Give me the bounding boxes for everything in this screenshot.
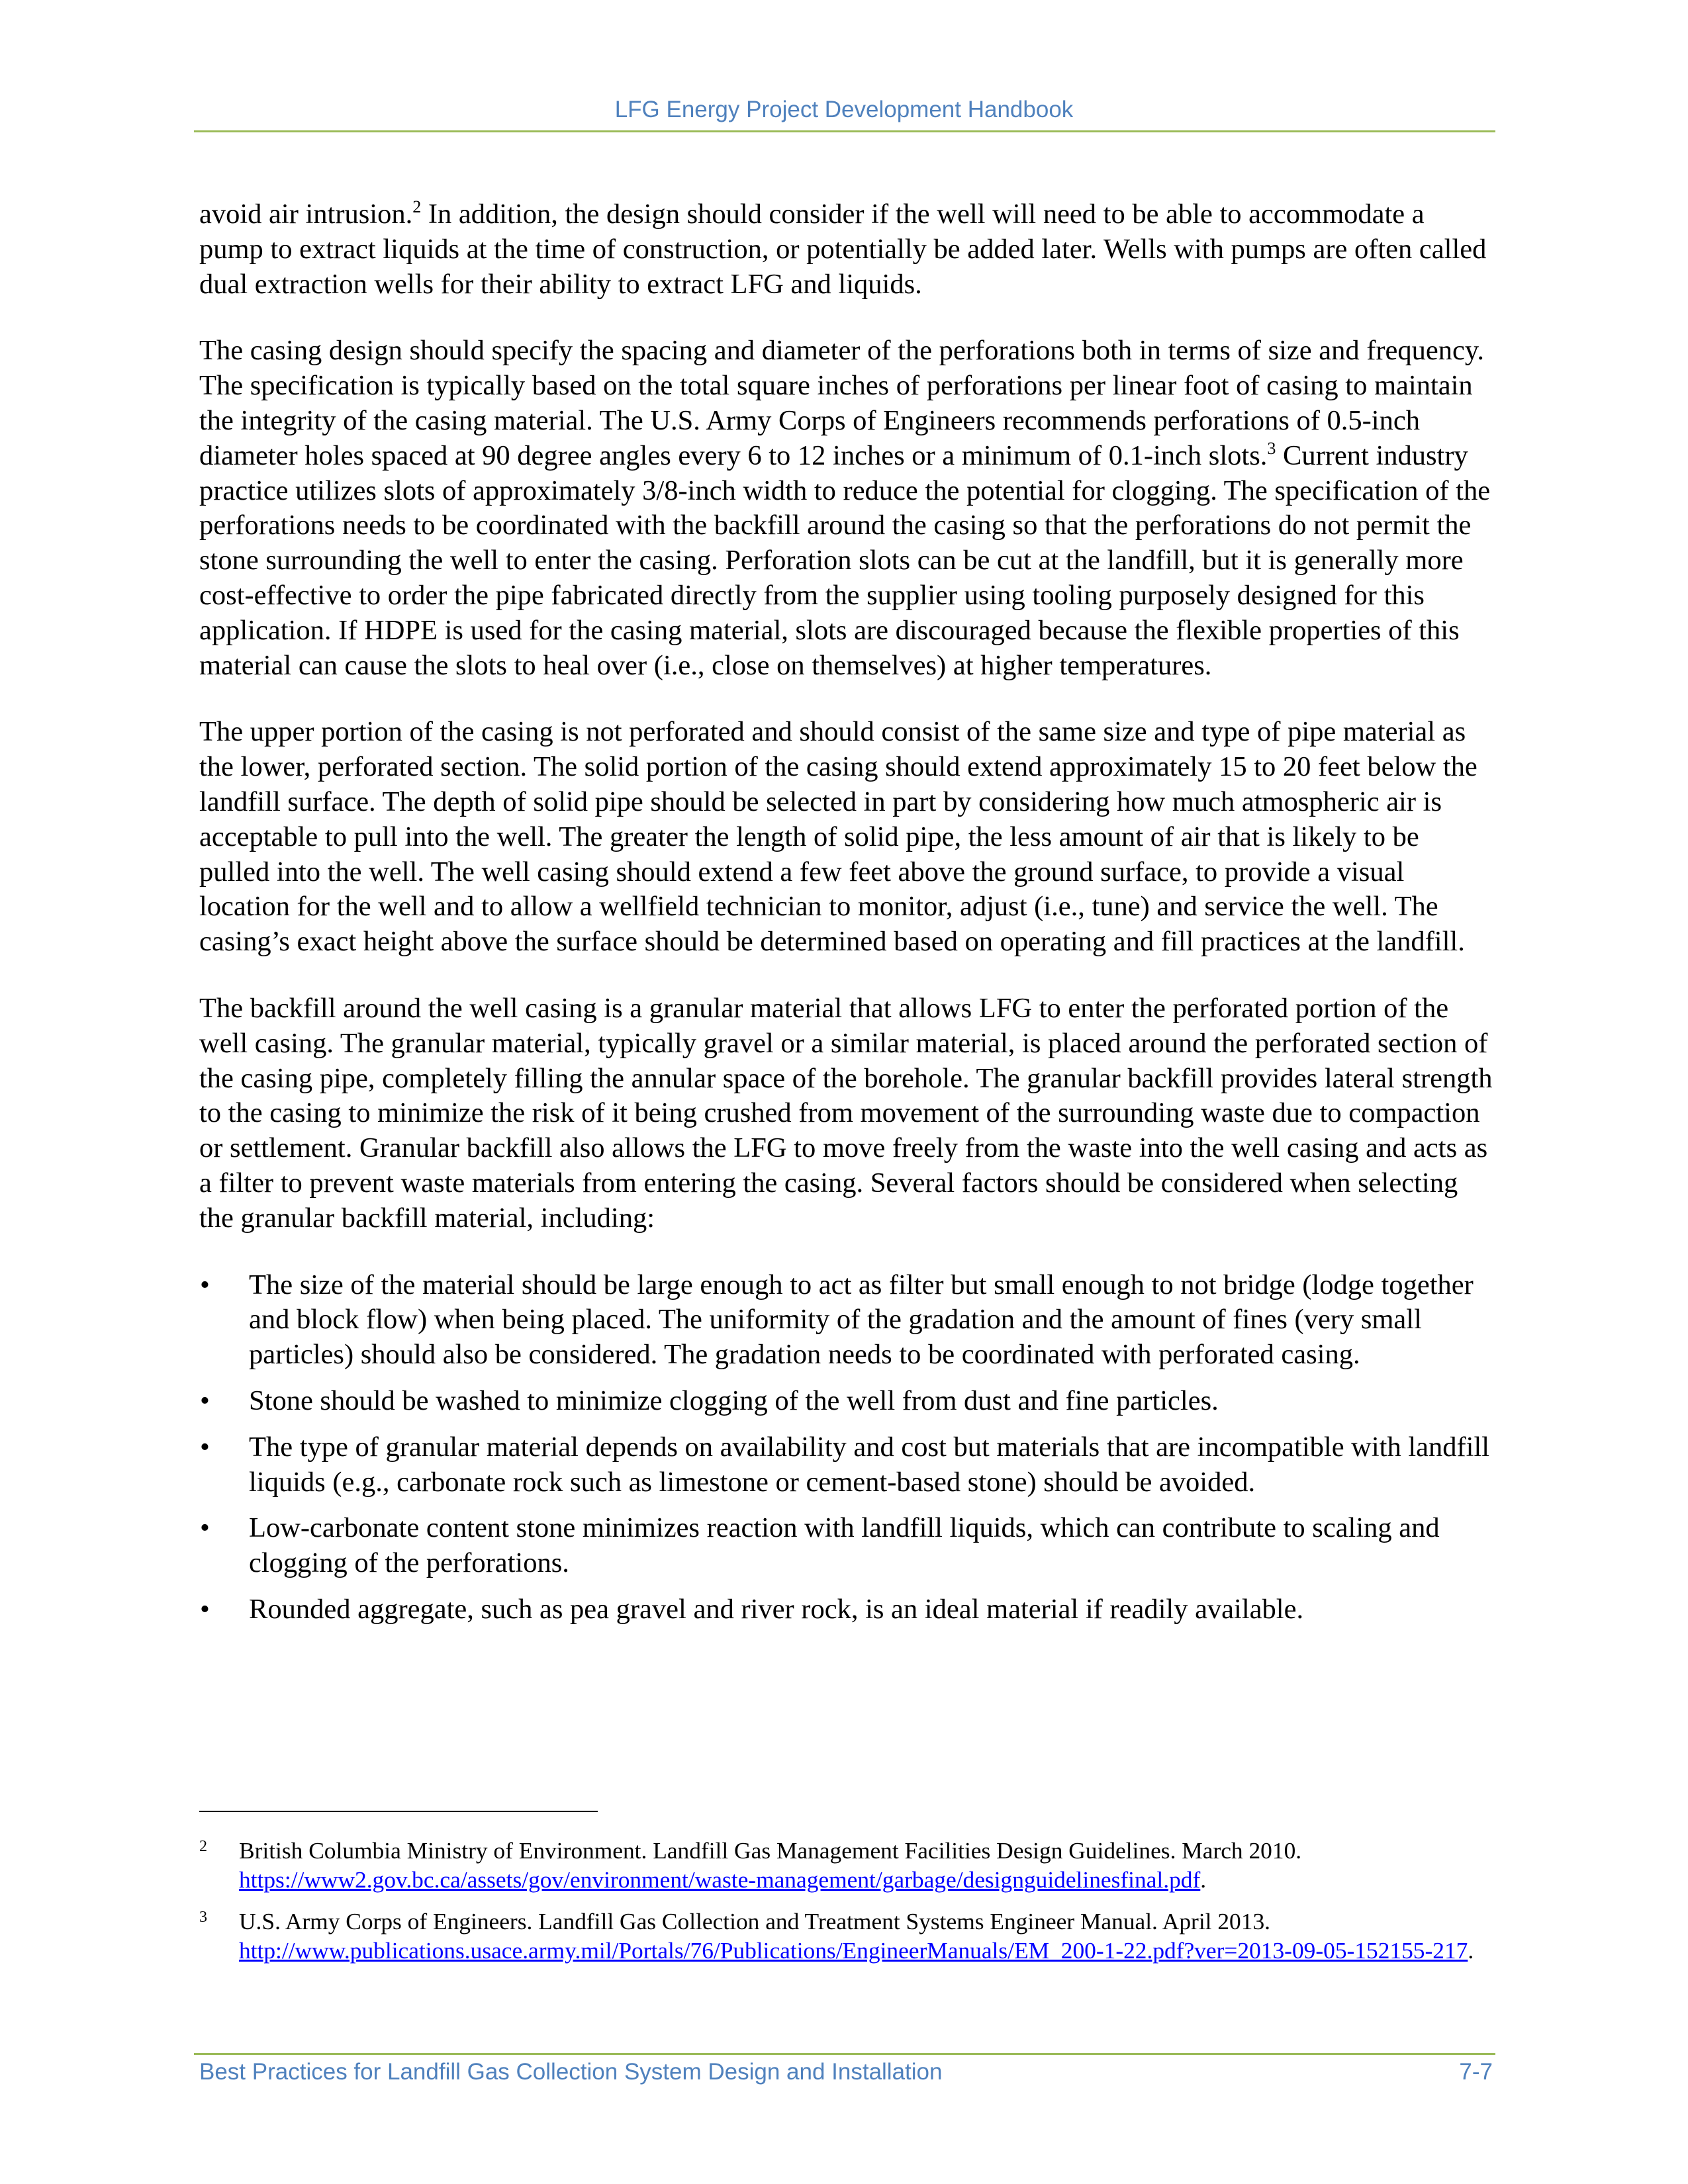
- page-number: 7-7: [1459, 2059, 1493, 2085]
- document-body: [199, 197, 1493, 1639]
- paragraph-2-text-a: The casing design should specify the spacing and diameter of the perforations both in terms of size and frequency. The specification is typically based on the total square inches of perforations per linear foot of casing to maintain the integrity of the casing material. The U.S. Army Corps of Engineers recommends perforations of 0.5-inch diameter holes spaced at 90 degree angles every 6 to 12 inches or a minimum of 0.1-inch slots.: [199, 335, 1485, 471]
- footnote-separator: [199, 1811, 598, 1812]
- footnote-text: U.S. Army Corps of Engineers. Landfill Gas Collection and Treatment Systems Engineer Manual. April 2013.: [239, 1907, 1270, 1934]
- footnote-number: 3: [199, 1908, 207, 1926]
- running-header: LFG Energy Project Development Handbook: [614, 97, 1074, 122]
- footnote-end: .: [1200, 1866, 1207, 1893]
- paragraph-3: The upper portion of the casing is not perforated and should consist of the same size and type of pipe material as the lower, perforated section. The solid portion of the casing should extend approximately 15 to 20 feet below the landfill surface. The depth of solid pipe should be selected in part by considering how much atmospheric air is acceptable to pull into the well. The greater the length of solid pipe, the less amount of air that is likely to be pulled into the well. The well casing should extend a few feet above the ground surface, to provide a visual location for the well and to allow a wellfield technician to monitor, adjust (i.e., tune) and service the well. The casing’s exact height above the surface should be determined based on operating and fill practices at the landfill.: [199, 716, 1477, 958]
- footnote-2: [199, 1836, 1493, 1895]
- list-item: [199, 1430, 1493, 1500]
- paragraph-1-text-a: avoid air intrusion.: [199, 199, 413, 230]
- list-item: [199, 1511, 1493, 1581]
- bullet-icon: •: [200, 1431, 210, 1463]
- bullet-icon: •: [200, 1385, 210, 1416]
- header-divider: [194, 130, 1495, 132]
- footnote-number: 2: [199, 1838, 207, 1855]
- footnote-end: .: [1468, 1937, 1474, 1964]
- footnote-link[interactable]: https://www2.gov.bc.ca/assets/gov/environment/waste-management/garbage/designguidelinesfinal.pdf: [239, 1866, 1201, 1893]
- list-item: [199, 1592, 1493, 1627]
- paragraph-1-text-b: In addition, the design should consider if the well will need to be able to accommodate a pump to extract liquids at the time of construction, or potentially be added later. Wells with pumps are often called dual extraction wells for their ability to extract LFG and liquids.: [199, 199, 1487, 300]
- bullet-icon: •: [200, 1512, 210, 1544]
- footnote-text: British Columbia Ministry of Environment. Landfill Gas Management Facilities Design Guidelines. March 2010.: [239, 1837, 1302, 1864]
- list-item: [199, 1268, 1493, 1373]
- bullet-icon: •: [200, 1269, 210, 1300]
- list-item-text: Low-carbonate content stone minimizes reaction with landfill liquids, which can contribute to scaling and clogging of the perforations.: [249, 1512, 1440, 1579]
- backfill-factors-list: [199, 1268, 1493, 1627]
- footnote-3: [199, 1907, 1493, 1966]
- running-footer-title: Best Practices for Landfill Gas Collection System Design and Installation: [199, 2059, 943, 2085]
- list-item: [199, 1384, 1493, 1419]
- footnote-ref-2[interactable]: 2: [412, 197, 422, 216]
- paragraph-4: The backfill around the well casing is a granular material that allows LFG to enter the perforated portion of the well casing. The granular material, typically gravel or a similar material, is placed around the perforated section of the casing pipe, completely filling the annular space of the borehole. The granular backfill provides lateral strength to the casing to minimize the risk of it being crushed from movement of the surrounding waste due to compaction or settlement. Granular backfill also allows the LFG to move freely from the waste into the well casing and acts as a filter to prevent waste materials from entering the casing. Several factors should be considered when selecting the granular backfill material, including:: [199, 992, 1493, 1234]
- list-item-text: Rounded aggregate, such as pea gravel and river rock, is an ideal material if readily available.: [249, 1593, 1304, 1625]
- list-item-text: Stone should be washed to minimize clogging of the well from dust and fine particles.: [249, 1385, 1219, 1416]
- list-item-text: The size of the material should be large enough to act as filter but small enough to not bridge (lodge together and block flow) when being placed. The uniformity of the gradation and the amount of fines (very small particles) should also be considered. The gradation needs to be coordinated with perforated casing.: [249, 1269, 1474, 1371]
- footnote-link[interactable]: http://www.publications.usace.army.mil/Portals/76/Publications/EngineerManuals/EM_200-1-22.pdf?ver=2013-09-05-152155-217: [239, 1937, 1468, 1964]
- paragraph-2: [199, 334, 1493, 683]
- paragraph-2-text-b: Current industry practice utilizes slots of approximately 3/8-inch width to reduce the potential for clogging. The specification of the perforations needs to be coordinated with the backfill around the casing so that the perforations do not permit the stone surrounding the well to enter the casing. Perforation slots can be cut at the landfill, but it is generally more cost-effective to order the pipe fabricated directly from the supplier using tooling purposely designed for this application. If HDPE is used for the casing material, slots are discouraged because the flexible properties of this material can cause the slots to heal over (i.e., close on themselves) at higher temperatures.: [199, 439, 1491, 681]
- paragraph-1: [199, 197, 1493, 302]
- footnotes: [199, 1836, 1493, 1978]
- list-item-text: The type of granular material depends on availability and cost but materials that are incompatible with landfill liquids (e.g., carbonate rock such as limestone or cement-based stone) should be avoided.: [249, 1431, 1490, 1498]
- footnote-ref-3[interactable]: 3: [1267, 438, 1276, 458]
- bullet-icon: •: [200, 1593, 210, 1625]
- footer-divider: [194, 2053, 1495, 2055]
